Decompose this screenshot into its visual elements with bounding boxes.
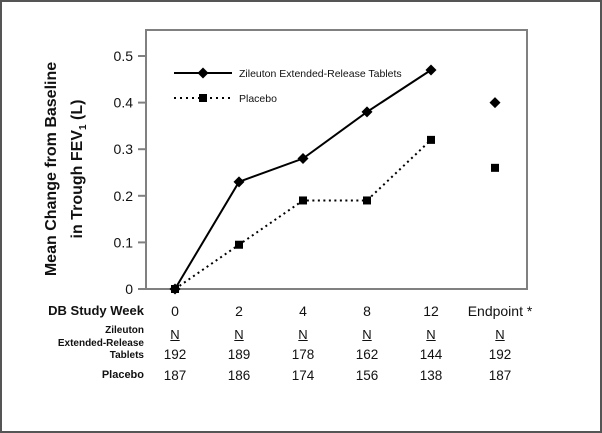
y-tick-label: 0.1 (113, 234, 133, 251)
y-tick-label: 0 (125, 281, 133, 297)
square-marker (199, 94, 207, 102)
square-marker (363, 196, 371, 204)
square-marker (299, 196, 307, 204)
y-tick-label: 0.3 (113, 141, 133, 158)
n-header: N (298, 327, 308, 342)
y-axis-label-line1: Mean Change from Baseline (43, 61, 60, 277)
y-tick-label: 0.5 (113, 48, 133, 64)
n-value-placebo: 187 (163, 368, 187, 383)
n-header: N (170, 327, 180, 342)
square-marker (427, 136, 435, 144)
fev-subscript: 1 (78, 124, 89, 130)
diamond-marker (234, 176, 245, 187)
n-header: N (426, 327, 436, 342)
n-value-zileuton: 192 (488, 347, 512, 362)
n-header: N (234, 327, 244, 342)
n-value-placebo: 138 (419, 368, 443, 383)
week-label: 2 (235, 303, 243, 319)
diamond-marker (490, 97, 501, 108)
y-axis-ticks (114, 48, 146, 297)
n-value-zileuton: 178 (291, 347, 315, 362)
series-diamond (170, 64, 501, 294)
square-marker (171, 285, 179, 293)
y-tick-label: 0.2 (113, 187, 133, 204)
n-value-zileuton: 162 (355, 347, 379, 362)
table-row-label-zileuton: Zileuton Extended-Release Tablets (57, 325, 144, 361)
n-value-placebo: 187 (488, 368, 512, 383)
n-value-zileuton: 189 (227, 347, 251, 362)
series-line (175, 70, 431, 289)
n-value-placebo: 156 (355, 368, 379, 383)
diamond-marker (426, 64, 437, 75)
legend-label: Zileuton Extended-Release Tablets (239, 68, 402, 80)
n-value-zileuton: 192 (163, 347, 187, 362)
diamond-marker (198, 68, 209, 79)
square-marker (235, 241, 243, 249)
legend (174, 68, 402, 106)
n-header: N (495, 327, 505, 342)
week-label: 12 (423, 303, 439, 319)
n-value-placebo: 186 (227, 368, 251, 383)
n-value-zileuton: 144 (419, 347, 443, 362)
legend-label: Placebo (239, 93, 277, 105)
week-label: 4 (299, 303, 307, 319)
table-row-label-placebo: Placebo (101, 369, 144, 381)
week-label: 0 (171, 303, 179, 319)
week-label: Endpoint * (467, 303, 533, 319)
n-value-placebo: 174 (291, 368, 315, 383)
n-header: N (362, 327, 372, 342)
y-axis-label-line2: in Trough $FEV_1$ (L) (69, 99, 89, 239)
square-marker (491, 164, 499, 172)
y-tick-label: 0.4 (113, 94, 133, 111)
week-label: 8 (363, 303, 371, 319)
x-axis-label: DB Study Week (48, 303, 144, 318)
